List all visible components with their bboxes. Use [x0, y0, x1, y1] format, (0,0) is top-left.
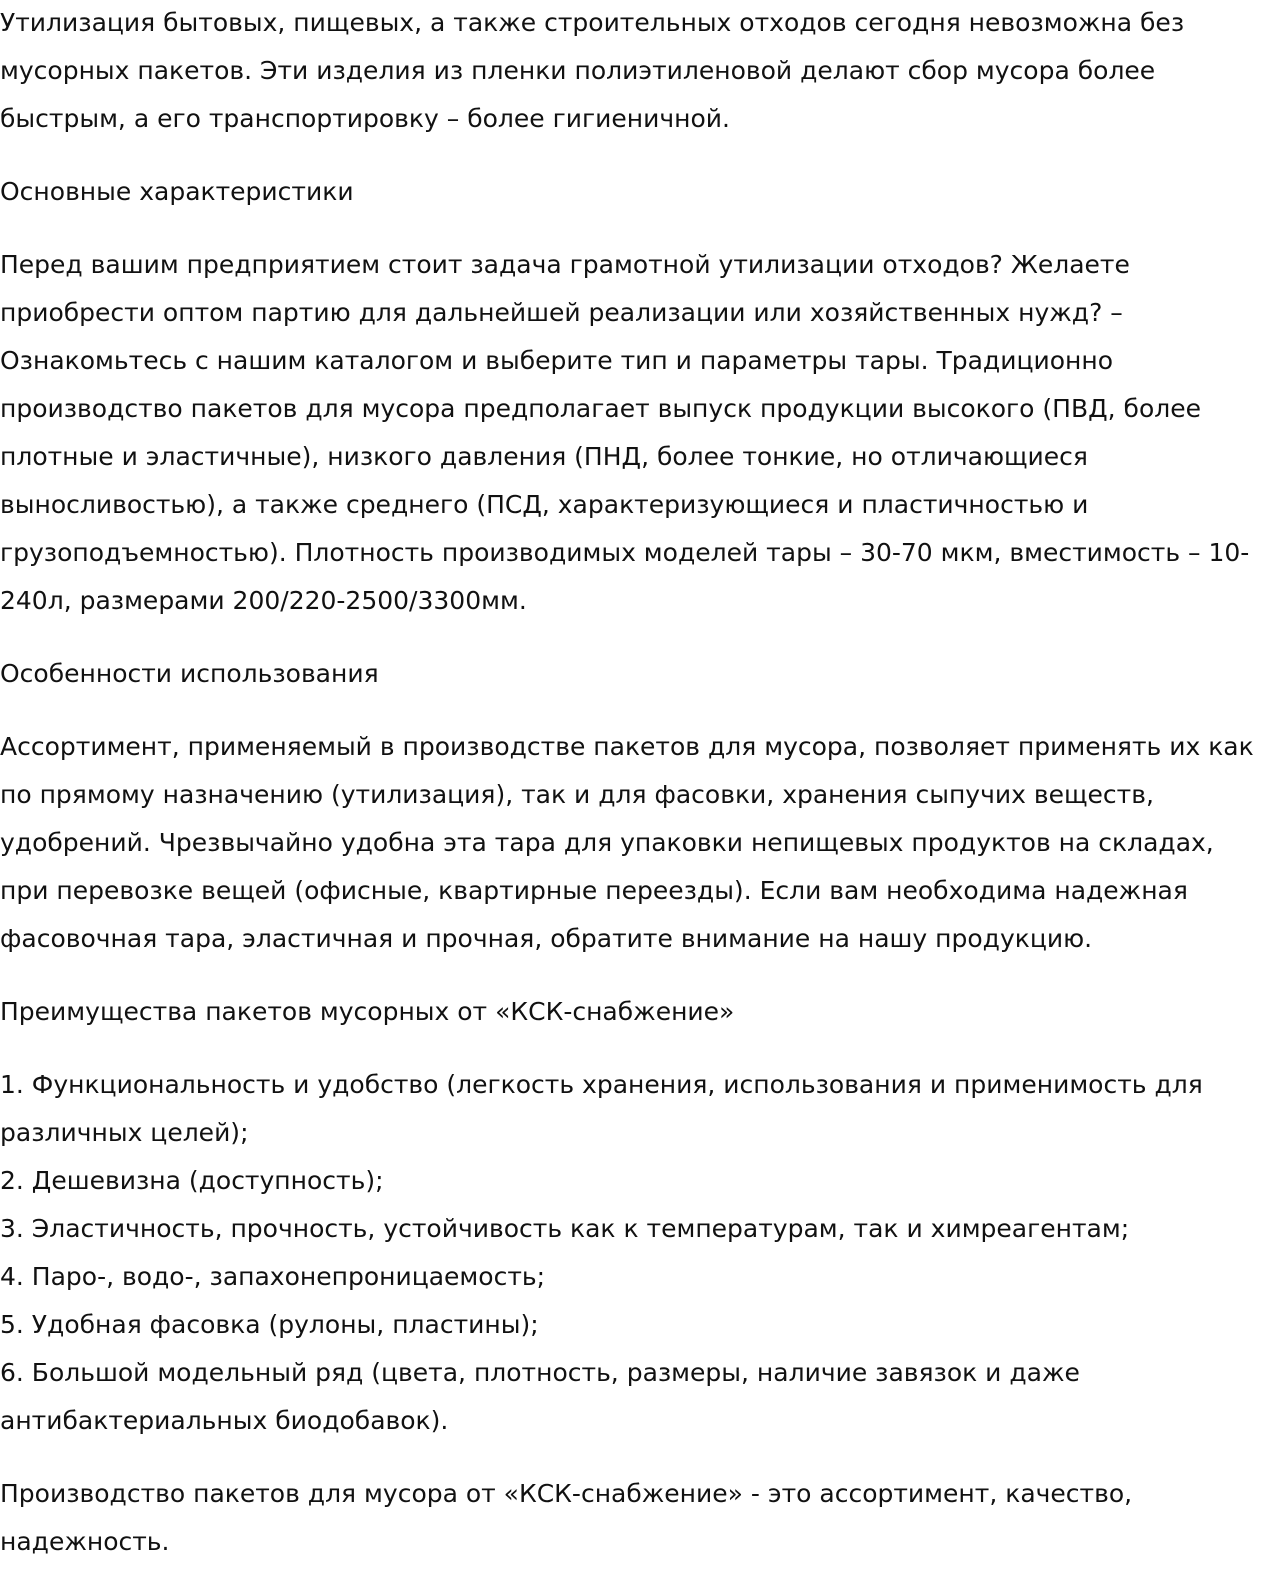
conclusion-paragraph: Производство пакетов для мусора от «КСК-снабжение» - это ассортимент, качество, надежность. — [0, 1479, 1133, 1556]
characteristics-paragraph: Перед вашим предприятием стоит задача грамотной утилизации отходов? Желаете приобрести оптом партию для дальнейшей реализации или хозяйственных нужд? – Ознакомьтесь с нашим каталогом и выберите тип и параметры тары. Традиционно производство пакетов для мусора предполагает выпуск продукции высокого (ПВД, более плотные и эластичные), низкого давления (ПНД, более тонкие, но отличающиеся выносливостью), а также среднего (ПСД, характеризующиеся и пластичностью и грузоподъемностью). Плотность производимых моделей тары – 30-70 мкм, вместимость – 10-240л, размерами 200/220-2500/3300мм. — [0, 250, 1250, 615]
list-item: 2. Дешевизна (доступность); — [0, 1166, 384, 1195]
advantages-list — [0, 1061, 1270, 1445]
list-item: 6. Большой модельный ряд (цвета, плотность, размеры, наличие завязок и даже антибактериальных биодобавок). — [0, 1358, 1080, 1435]
intro-paragraph: Утилизация бытовых, пищевых, а также строительных отходов сегодня невозможна без мусорных пакетов. Эти изделия из пленки полиэтиленовой делают сбор мусора более быстрым, а его транспортировку – более гигиеничной. — [0, 8, 1185, 133]
usage-paragraph: Ассортимент, применяемый в производстве пакетов для мусора, позволяет применять их как по прямому назначению (утилизация), так и для фасовки, хранения сыпучих веществ, удобрений. Чрезвычайно удобна эта тара для упаковки непищевых продуктов на складах, при перевозке вещей (офисные, квартирные переезды). Если вам необходима надежная фасовочная тара, эластичная и прочная, обратите внимание на нашу продукцию. — [0, 732, 1254, 953]
section-heading-advantages: Преимущества пакетов мусорных от «КСК-снабжение» — [0, 997, 735, 1026]
list-item: 5. Удобная фасовка (рулоны, пластины); — [0, 1310, 539, 1339]
list-item: 3. Эластичность, прочность, устойчивость как к температурам, так и химреагентам; — [0, 1214, 1130, 1243]
list-item: 4. Паро-, водо-, запахонепроницаемость; — [0, 1262, 546, 1291]
section-heading-characteristics: Основные характеристики — [0, 177, 354, 206]
list-item: 1. Функциональность и удобство (легкость хранения, использования и применимость для различных целей); — [0, 1070, 1203, 1147]
section-heading-usage: Особенности использования — [0, 659, 379, 688]
